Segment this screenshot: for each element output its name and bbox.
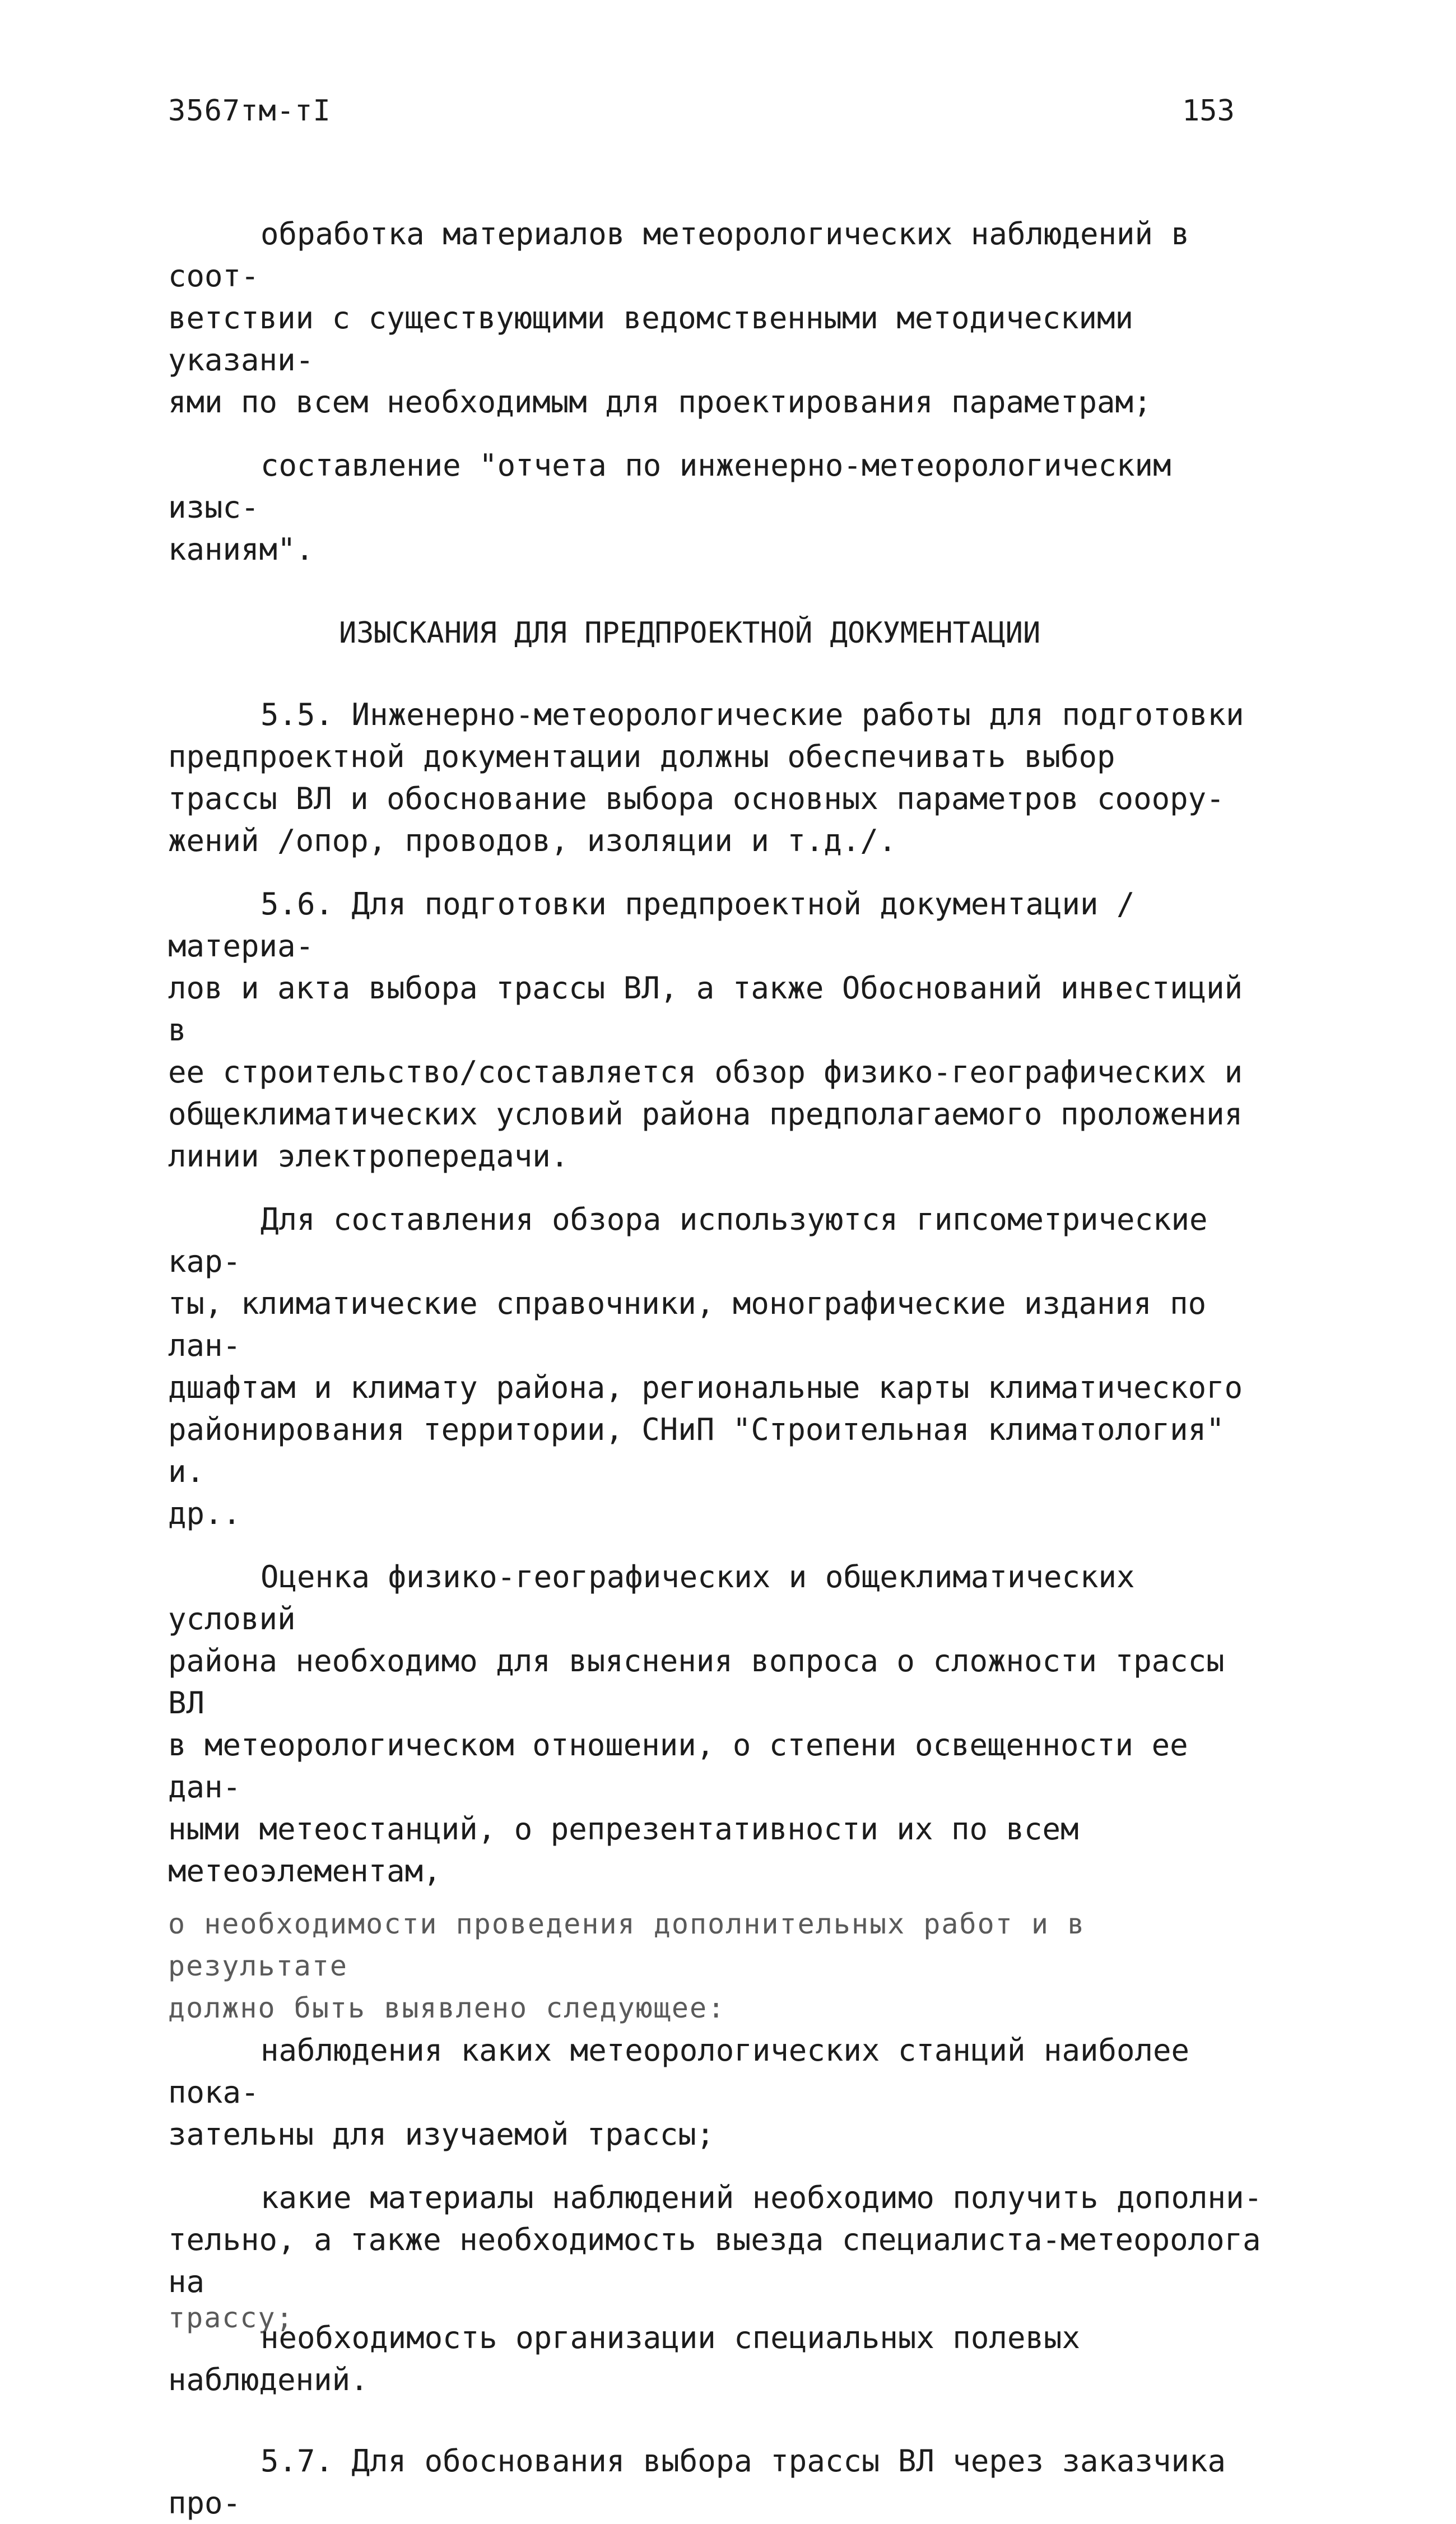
paragraph-5-6: 5.6. Для подготовки предпроектной документации /материа- лов и акта выбора трассы ВЛ, а также Обоснований инвестиций в ее строительство/составляется обзор физико-географических и общеклиматических условий района предполагаемого проложения линии электропередачи.: [168, 886, 1243, 1174]
page-number: 153: [1182, 94, 1235, 128]
paragraph-materials-trace: трассу;: [168, 2302, 294, 2334]
paragraph-materials: какие материалы наблюдений необходимо получить дополни- тельно, а также необходимость выезда специалиста-метеоролога на: [168, 2180, 1263, 2299]
paragraph-report: составление "отчета по инженерно-метеорологическим изыс- каниям".: [168, 448, 1171, 567]
paragraph-5-7: 5.7. Для обоснования выбора трассы ВЛ через заказчика про-: [168, 2443, 1226, 2521]
section-heading: ИЗЫСКАНИЯ ДЛЯ ПРЕДПРОЕКТНОЙ ДОКУМЕНТАЦИИ: [339, 616, 1041, 650]
paragraph-field-observations: необходимость организации специальных полевых наблюдений.: [168, 2320, 1080, 2397]
paragraph-sources: Для составления обзора используются гипсометрические кар- ты, климатические справочники, монографические издания по лан- дшафтам и климату района, региональные карты климатического районирования территории, СНиП "Строительная климатология" и. др..: [168, 1202, 1243, 1531]
paragraph-assessment: Оценка физико-географических и общеклиматических условий района необходимо для выяснения вопроса о сложности трассы ВЛ в метеорологическом отношении, о степени освещенности ее дан- ными метеостанций, о репрезентативности их по всем метеоэлементам,: [168, 1559, 1225, 1889]
paragraph-assessment-continued: о необходимости проведения дополнительных работ и в результате должно быть выявлено следующее:: [168, 1908, 1086, 2024]
paragraph-stations: наблюдения каких метеорологических станций наиболее пока- зательны для изучаемой трассы;: [168, 2033, 1190, 2152]
paragraph-processing: обработка материалов метеорологических наблюдений в соот- ветствии с существующими ведомственными методическими указани- ями по всем необходимым для проектирования параметрам;: [168, 216, 1190, 420]
document-body: [168, 213, 1277, 2524]
document-code: 3567тм-тI: [168, 94, 331, 128]
paragraph-5-5: 5.5. Инженерно-метеорологические работы для подготовки предпроектной документации должны обеспечивать выбор трассы ВЛ и обоснование выбора основных параметров сооору- жений /опор, проводов, изоляции и т.д./.: [168, 697, 1244, 858]
